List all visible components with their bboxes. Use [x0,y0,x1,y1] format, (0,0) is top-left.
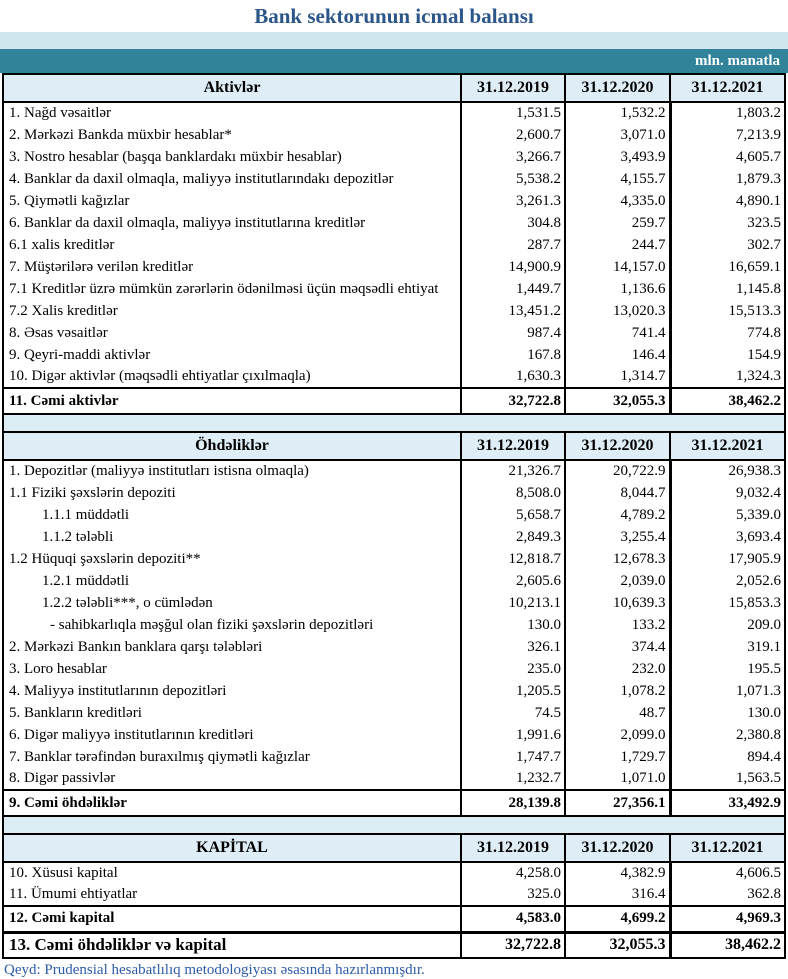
value-cell: 167.8 [461,344,565,366]
value-cell: 3,255.4 [565,526,670,548]
unit-label: mln. manatla [694,53,780,69]
row-label: 1. Depozitlər (maliyyə institutları istisna olmaqla) [3,460,461,482]
table-row [3,460,785,482]
row-label: 1.1.1 müddətli [3,504,461,526]
table-row [3,482,785,504]
value-cell: 10,213.1 [461,592,565,614]
table-row [3,366,785,388]
value-cell: 1,563.5 [670,768,785,790]
row-label: 2. Mərkəzi Bankda müxbir hesablar* [3,124,461,146]
row-label: 9. Qeyri-maddi aktivlər [3,344,461,366]
unit-band [0,49,788,73]
table-row [3,256,785,278]
table-row [3,570,785,592]
value-cell: 4,890.1 [670,190,785,212]
row-label: - sahibkarlıqla məşğul olan fiziki şəxslərin depozitləri [3,614,461,636]
table-row [3,592,785,614]
value-cell: 1,136.6 [565,278,670,300]
value-cell: 894.4 [670,746,785,768]
value-cell: 48.7 [565,702,670,724]
value-cell: 2,052.6 [670,570,785,592]
value-cell: 3,071.0 [565,124,670,146]
row-label: 7. Banklar tərəfindən buraxılmış qiymətli kağızlar [3,746,461,768]
value-cell: 38,462.2 [670,932,785,958]
value-cell: 2,099.0 [565,724,670,746]
value-cell: 14,900.9 [461,256,565,278]
row-label: 8. Digər passivlər [3,768,461,790]
value-cell: 13,451.2 [461,300,565,322]
value-cell: 302.7 [670,234,785,256]
value-cell: 1,532.2 [565,102,670,124]
value-cell: 74.5 [461,702,565,724]
value-cell: 326.1 [461,636,565,658]
value-cell: 8,508.0 [461,482,565,504]
value-cell: 195.5 [670,658,785,680]
row-label: 10. Xüsusi kapital [3,862,461,884]
row-label: 4. Banklar da daxil olmaqla, maliyyə institutlarındakı depozitlər [3,168,461,190]
value-cell: 3,493.9 [565,146,670,168]
date-column-header: 31.12.2019 [461,74,565,102]
table-row [3,124,785,146]
value-cell: 244.7 [565,234,670,256]
table-row [3,932,785,958]
value-cell: 4,155.7 [565,168,670,190]
value-cell: 13,020.3 [565,300,670,322]
value-cell: 4,258.0 [461,862,565,884]
value-cell: 304.8 [461,212,565,234]
value-cell: 4,606.5 [670,862,785,884]
table-row [3,636,785,658]
value-cell: 12,818.7 [461,548,565,570]
header-row [3,432,785,460]
value-cell: 1,729.7 [565,746,670,768]
section-separator-band [2,415,786,431]
value-cell: 8,044.7 [565,482,670,504]
value-cell: 987.4 [461,322,565,344]
value-cell: 15,513.3 [670,300,785,322]
table-row [3,702,785,724]
row-label: 6. Banklar da daxil olmaqla, maliyyə institutlarına kreditlər [3,212,461,234]
row-label: 10. Digər aktivlər (məqsədli ehtiyatlar çıxılmaqla) [3,366,461,388]
section-title: Öhdəliklər [3,432,461,460]
row-label: 4. Maliyyə institutlarının depozitləri [3,680,461,702]
value-cell: 33,492.9 [670,790,785,816]
value-cell: 1,747.7 [461,746,565,768]
section-title: KAPİTAL [3,834,461,862]
value-cell: 1,991.6 [461,724,565,746]
balance-table-3 [2,833,786,959]
value-cell: 2,039.0 [565,570,670,592]
decor-band-light [0,32,788,49]
value-cell: 2,605.6 [461,570,565,592]
value-cell: 1,145.8 [670,278,785,300]
value-cell: 1,314.7 [565,366,670,388]
value-cell: 4,382.9 [565,862,670,884]
value-cell: 1,071.3 [670,680,785,702]
row-label: 7.2 Xalis kreditlər [3,300,461,322]
value-cell: 2,600.7 [461,124,565,146]
value-cell: 1,232.7 [461,768,565,790]
value-cell: 1,630.3 [461,366,565,388]
value-cell: 7,213.9 [670,124,785,146]
header-row [3,74,785,102]
date-column-header: 31.12.2020 [565,432,670,460]
table-row [3,504,785,526]
value-cell: 20,722.9 [565,460,670,482]
value-cell: 362.8 [670,884,785,906]
row-label: 1.2.1 müddətli [3,570,461,592]
row-label: 11. Ümumi ehtiyatlar [3,884,461,906]
row-label: 6. Digər maliyyə institutlarının kreditləri [3,724,461,746]
balance-tables [0,73,788,959]
section-separator-band [2,817,786,833]
row-label: 6.1 xalis kreditlər [3,234,461,256]
value-cell: 209.0 [670,614,785,636]
table-row [3,344,785,366]
row-label: 2. Mərkəzi Bankın banklara qarşı tələbləri [3,636,461,658]
date-column-header: 31.12.2020 [565,834,670,862]
table-row [3,906,785,932]
row-label: 11. Cəmi aktivlər [3,388,461,414]
value-cell: 1,205.5 [461,680,565,702]
table-row [3,388,785,414]
value-cell: 5,339.0 [670,504,785,526]
value-cell: 4,789.2 [565,504,670,526]
row-label: 1.2 Hüquqi şəxslərin depoziti** [3,548,461,570]
value-cell: 325.0 [461,884,565,906]
balance-table-2 [2,431,786,817]
value-cell: 235.0 [461,658,565,680]
value-cell: 130.0 [670,702,785,724]
table-row [3,300,785,322]
value-cell: 259.7 [565,212,670,234]
table-row [3,746,785,768]
footnote: Qeyd: Prudensial hesabatlılıq metodologiyası əsasında hazırlanmışdır. [4,962,425,978]
row-label: 3. Loro hesablar [3,658,461,680]
row-label: 3. Nostro hesablar (başqa banklardakı müxbir hesablar) [3,146,461,168]
value-cell: 32,722.8 [461,932,565,958]
table-row [3,190,785,212]
value-cell: 4,969.3 [670,906,785,932]
value-cell: 2,849.3 [461,526,565,548]
value-cell: 774.8 [670,322,785,344]
table-row [3,548,785,570]
value-cell: 10,639.3 [565,592,670,614]
balance-table-1 [2,73,786,415]
value-cell: 17,905.9 [670,548,785,570]
date-column-header: 31.12.2020 [565,74,670,102]
value-cell: 14,157.0 [565,256,670,278]
table-row [3,614,785,636]
value-cell: 319.1 [670,636,785,658]
value-cell: 374.4 [565,636,670,658]
value-cell: 2,380.8 [670,724,785,746]
value-cell: 21,326.7 [461,460,565,482]
value-cell: 232.0 [565,658,670,680]
value-cell: 32,055.3 [565,388,670,414]
row-label: 7. Müştərilərə verilən kreditlər [3,256,461,278]
row-label: 5. Bankların kreditləri [3,702,461,724]
row-label: 12. Cəmi kapital [3,906,461,932]
value-cell: 38,462.2 [670,388,785,414]
row-label: 1. Nağd vəsaitlər [3,102,461,124]
value-cell: 4,605.7 [670,146,785,168]
table-row [3,102,785,124]
value-cell: 28,139.8 [461,790,565,816]
value-cell: 316.4 [565,884,670,906]
value-cell: 27,356.1 [565,790,670,816]
value-cell: 32,055.3 [565,932,670,958]
table-row [3,790,785,816]
value-cell: 1,449.7 [461,278,565,300]
value-cell: 1,879.3 [670,168,785,190]
value-cell: 133.2 [565,614,670,636]
table-row [3,146,785,168]
value-cell: 154.9 [670,344,785,366]
value-cell: 287.7 [461,234,565,256]
row-label: 13. Cəmi öhdəliklər və kapital [3,932,461,958]
table-row [3,658,785,680]
value-cell: 4,699.2 [565,906,670,932]
value-cell: 1,531.5 [461,102,565,124]
value-cell: 146.4 [565,344,670,366]
table-row [3,862,785,884]
date-column-header: 31.12.2021 [670,74,785,102]
value-cell: 323.5 [670,212,785,234]
table-row [3,680,785,702]
value-cell: 3,266.7 [461,146,565,168]
value-cell: 32,722.8 [461,388,565,414]
date-column-header: 31.12.2021 [670,432,785,460]
value-cell: 15,853.3 [670,592,785,614]
value-cell: 3,261.3 [461,190,565,212]
row-label: 1.2.2 tələbli***, o cümlədən [3,592,461,614]
table-row [3,212,785,234]
table-row [3,234,785,256]
value-cell: 1,803.2 [670,102,785,124]
row-label: 1.1.2 tələbli [3,526,461,548]
row-label: 8. Əsas vəsaitlər [3,322,461,344]
value-cell: 5,658.7 [461,504,565,526]
value-cell: 3,693.4 [670,526,785,548]
header-row [3,834,785,862]
value-cell: 9,032.4 [670,482,785,504]
page-title: Bank sektorunun icmal balansı [254,4,534,28]
value-cell: 4,335.0 [565,190,670,212]
table-row [3,884,785,906]
table-row [3,724,785,746]
section-title: Aktivlər [3,74,461,102]
date-column-header: 31.12.2021 [670,834,785,862]
table-row [3,278,785,300]
row-label: 5. Qiymətli kağızlar [3,190,461,212]
table-row [3,526,785,548]
value-cell: 1,078.2 [565,680,670,702]
row-label: 9. Cəmi öhdəliklər [3,790,461,816]
value-cell: 4,583.0 [461,906,565,932]
table-row [3,322,785,344]
row-label: 1.1 Fiziki şəxslərin depoziti [3,482,461,504]
date-column-header: 31.12.2019 [461,834,565,862]
value-cell: 741.4 [565,322,670,344]
table-row [3,768,785,790]
value-cell: 26,938.3 [670,460,785,482]
date-column-header: 31.12.2019 [461,432,565,460]
table-row [3,168,785,190]
value-cell: 16,659.1 [670,256,785,278]
value-cell: 1,071.0 [565,768,670,790]
row-label: 7.1 Kreditlər üzrə mümkün zərərlərin ödənilməsi üçün məqsədli ehtiyat [3,278,461,300]
value-cell: 5,538.2 [461,168,565,190]
value-cell: 12,678.3 [565,548,670,570]
value-cell: 1,324.3 [670,366,785,388]
value-cell: 130.0 [461,614,565,636]
